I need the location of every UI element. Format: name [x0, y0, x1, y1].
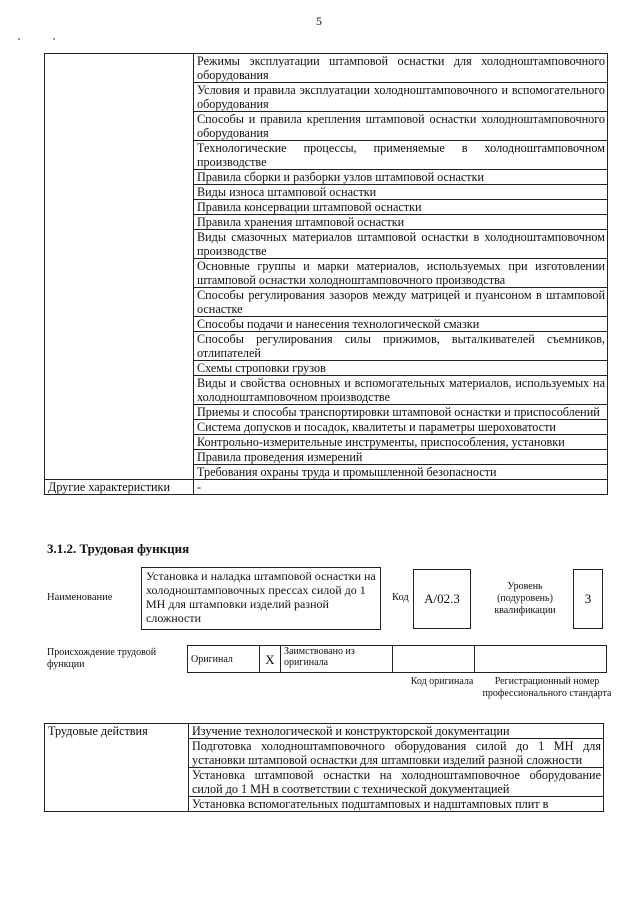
knowledge-item: Основные группы и марки материалов, используемых при изготовлении штамповой оснастки холодноштамповочного производства [194, 259, 608, 288]
knowledge-item: Приемы и способы транспортировки штамповой оснастки и приспособлений [194, 405, 608, 420]
knowledge-item: Условия и правила эксплуатации холодноштамповочного и вспомогательного оборудования [194, 83, 608, 112]
knowledge-item: Правила консервации штамповой оснастки [194, 200, 608, 215]
actions-table [44, 723, 604, 812]
knowledge-item: Виды износа штамповой оснастки [194, 185, 608, 200]
action-item: Установка штамповой оснастки на холодноштамповочное оборудование силой до 1 МН в соответствии с технической документацией [189, 768, 604, 797]
action-item: Изучение технологической и конструкторской документации [189, 724, 604, 739]
knowledge-item: Требования охраны труда и промышленной безопасности [194, 465, 608, 480]
code-origin-caption: Код оригинала [410, 676, 474, 687]
knowledge-row [45, 54, 608, 83]
function-name-box: Установка и наладка штамповой оснастки на холодноштамповочных прессах силой до 1 МН для штамповки изделий разной сложности [141, 567, 381, 630]
page-number: 5 [316, 14, 322, 28]
original-label: Оригинал [188, 646, 260, 673]
original-mark: X [260, 646, 281, 673]
code-label: Код [392, 592, 409, 603]
knowledge-item: Виды смазочных материалов штамповой оснастки в холодноштамповочном производстве [194, 230, 608, 259]
knowledge-item: Правила хранения штамповой оснастки [194, 215, 608, 230]
other-characteristics-label: Другие характеристики [45, 480, 194, 495]
knowledge-item: Правила проведения измерений [194, 450, 608, 465]
code-value-box: А/02.3 [413, 569, 471, 629]
knowledge-item: Система допусков и посадок, квалитеты и параметры шероховатости [194, 420, 608, 435]
knowledge-item: Способы и правила крепления штамповой оснастки холодноштамповочного оборудования [194, 112, 608, 141]
actions-label: Трудовые действия [45, 724, 189, 812]
scan-speck [18, 38, 20, 40]
action-item: Подготовка холодноштамповочного оборудования силой до 1 МН для установки штамповой оснастки для штамповки изделий разной сложности [189, 739, 604, 768]
knowledge-item: Виды и свойства основных и вспомогательных материалов, используемых на холодноштамповочном производстве [194, 376, 608, 405]
section-heading: 3.1.2. Трудовая функция [47, 541, 190, 556]
action-item: Установка вспомогательных подштамповых и надштамповых плит в [189, 797, 604, 812]
knowledge-item: Способы регулирования силы прижимов, выталкивателей съемников, отлипателей [194, 332, 608, 361]
level-label: Уровень (подуровень) квалификации [494, 581, 556, 616]
knowledge-item: Способы регулирования зазоров между матрицей и пуансоном в штамповой оснастке [194, 288, 608, 317]
knowledge-item: Контрольно-измерительные инструменты, приспособления, установки [194, 435, 608, 450]
knowledge-item: Способы подачи и нанесения технологической смазки [194, 317, 608, 332]
other-characteristics-row [45, 480, 608, 495]
reg-number-caption: Регистрационный номер профессионального стандарта [482, 676, 612, 699]
origin-label: Происхождение трудовой функции [47, 647, 157, 670]
borrowed-label: Заимствовано из оригинала [281, 646, 393, 673]
scan-speck [53, 38, 55, 40]
other-characteristics-value: - [194, 480, 608, 495]
level-value-box: 3 [573, 569, 603, 629]
name-label: Наименование [47, 592, 113, 603]
origin-table [187, 645, 607, 673]
knowledge-label-cell [45, 54, 194, 480]
origin-reg-cell [475, 646, 607, 673]
origin-code-cell [393, 646, 475, 673]
knowledge-item: Режимы эксплуатации штамповой оснастки для холодноштамповочного оборудования [194, 54, 608, 83]
knowledge-item: Технологические процессы, применяемые в холодноштамповочном производстве [194, 141, 608, 170]
knowledge-item: Правила сборки и разборки узлов штамповой оснастки [194, 170, 608, 185]
knowledge-item: Схемы строповки грузов [194, 361, 608, 376]
knowledge-table [44, 53, 608, 495]
action-row [45, 724, 604, 739]
